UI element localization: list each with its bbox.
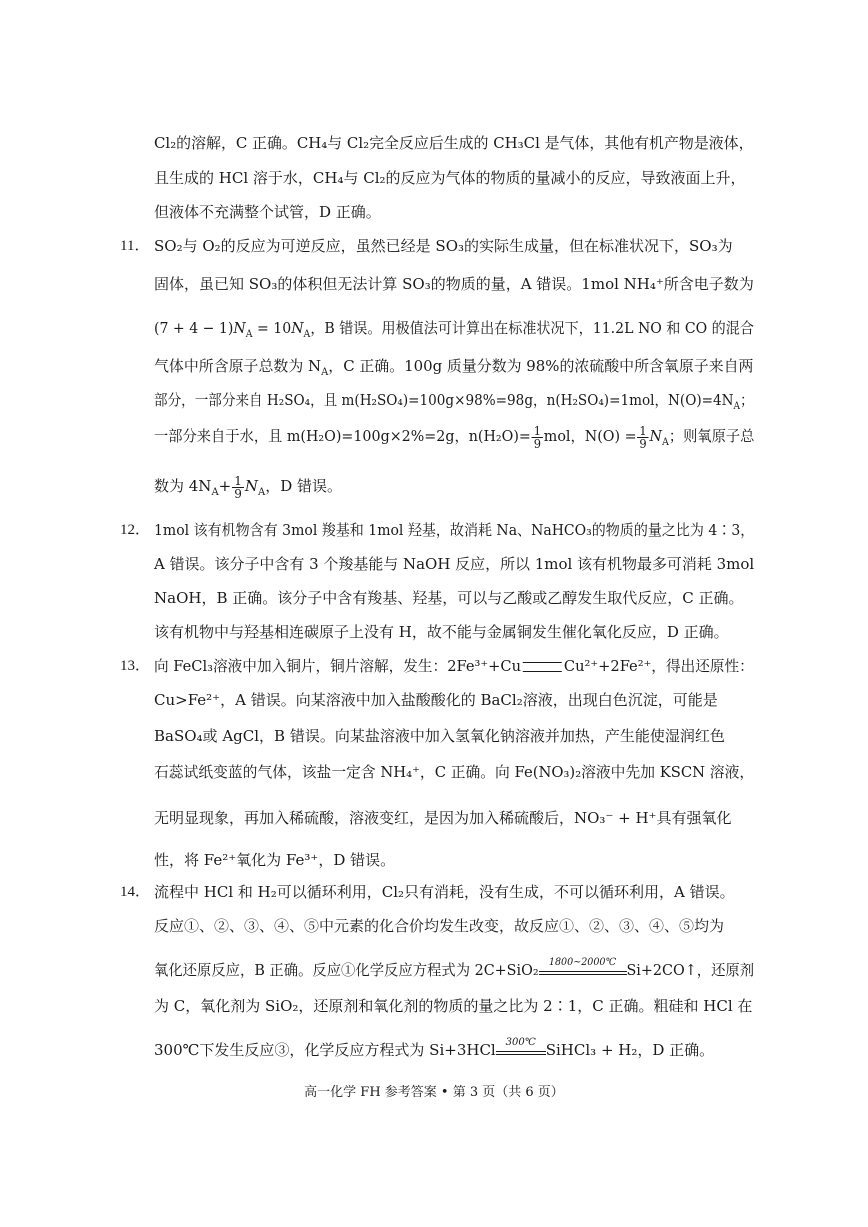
q11-line-4-sub: A [321,367,329,378]
q12-line-3: NaOH，B 正确。该分子中含有羧基、羟基，可以与乙酸或乙醇发生取代反应，C 正确。 [154,589,744,607]
q14-line-3-text: 氧化还原反应，B 正确。反应①化学反应方程式为 2C+SiO₂ [154,961,539,979]
q14-line-5-rest: SiHCl₃ + H₂，D 正确。 [545,1041,715,1059]
reaction-condition-arrow: 1800~2000℃ [539,959,627,983]
q12-line-2: A 错误。该分子中含有 3 个羧基能与 NaOH 反应，所以 1mol 该有机物最多可消耗 3mol [154,555,755,573]
q11-line-7-text: 数为 4N [154,477,212,495]
q11-expr-a2: A [303,329,311,340]
q11-line-5-text: 部分，一部分来自 H₂SO₄，且 m(H₂SO₄)=100g×98%=98g，n(H₂SO₄)=1mol，N(O)=4N [154,391,734,409]
q13-number: 13． [120,658,151,674]
q11-expr-a: A [245,329,253,340]
q13-line-5: 无明显现象，再加入稀硫酸，溶液变红，是因为加入稀硫酸后，NO₃⁻ + H⁺具有强氧化 [154,809,732,827]
page-footer: 高一化学 FH 参考答案 • 第 3 页（共 6 页） [304,1085,564,1100]
q11-fraction-1: $\frac{1}{9}$ [533,423,541,451]
q11-line-6-rest: ；则氧原子总 [668,427,755,445]
q11-expr-eq: = 10 [252,319,292,337]
q11-line-5-sub: A [733,401,741,412]
q11-line-7: 数为 $4N_A+$ $\frac{1}{9}$ $N_A$，D 错误。 [154,473,343,501]
q13-line-1 [154,654,754,678]
q11-line-7-rest: ，D 错误。 [265,477,343,495]
q14-line-5-text: 300℃下发生反应③，化学反应方程式为 Si+3HCl [154,1041,496,1059]
q14-line-4: 为 C，氧化剂为 SiO₂，还原剂和氧化剂的物质的量之比为 2∶1，C 正确。粗硅和 HCl 在 [154,997,753,1015]
q10-cont-line-2: 且生成的 HCl 溶于水，CH₄与 Cl₂的反应为气体的物质的量减小的反应，导致液面上升， [154,169,746,187]
q14-number: 14． [120,884,151,900]
q14-line-3 [154,957,755,983]
q14-line-3-rest: Si+2CO↑，还原剂 [626,961,755,979]
q12-line-4: 该有机物中与羟基相连碳原子上没有 H，故不能与金属铜发生催化氧化反应，D 正确。 [154,623,729,641]
q11-line-6-text: 一部分来自于水，且 m(H₂O)=100g×2%=2g，n(H₂O)= [154,427,531,445]
reaction-condition-arrow-2: 300℃ [496,1039,546,1063]
double-line-equals-icon [523,662,562,672]
q11-line-4 [154,354,754,378]
q11-number: 11． [120,238,150,254]
q11-line-4-rest: ，C 正确。100g 质量分数为 98%的浓硫酸中所含氧原子来自两 [328,357,754,375]
q13-line-3: BaSO₄或 AgCl，B 错误。向某盐溶液中加入氢氧化钠溶液并加热，产生能使湿润红色 [154,727,725,745]
q11-fraction-3: $\frac{1}{9}$ [234,473,242,501]
q11-line-6-mid: mol，N(O) = [543,427,637,445]
q13-line-6: 性，将 Fe²⁺氧化为 Fe³⁺，D 错误。 [154,851,396,869]
q11-line-5 [154,388,754,412]
q11-line-3 [154,316,754,340]
q10-cont-line-1: Cl₂的溶解，C 正确。CH₄与 Cl₂完全反应后生成的 CH₃Cl 是气体，其他有机产物是液体， [154,134,754,152]
q11-line-2: 固体，虽已知 SO₃的体积但无法计算 SO₃的物质的量，A 错误。1mol NH₄⁺所含电子数为 [154,275,754,293]
q14-line-1: 流程中 HCl 和 H₂可以循环利用，Cl₂只有消耗，没有生成，不可以循环利用，A 错误。 [154,883,735,901]
q11-line-1: SO₂与 O₂的反应为可逆反应，虽然已经是 SO₃的实际生成量，但在标准状况下，SO₃为 [154,237,733,255]
q12-line-1: 1mol 该有机物含有 3mol 羧基和 1mol 羟基，故消耗 Na、NaHCO₃的物质的量之比为 4∶3， [154,521,755,539]
q13-line-2: Cu>Fe²⁺，A 错误。向某溶液中加入盐酸酸化的 BaCl₂溶液，出现白色沉淀，可能是 [154,691,718,709]
q11-expr-n: N [233,319,246,337]
q11-expr-n2: N [291,319,304,337]
q11-fraction-2: $\frac{1}{9}$ [639,423,647,451]
q11-line-4-text: 气体中所含原子总数为 N [154,357,322,375]
q10-cont-line-3: 但液体不充满整个试管，D 正确。 [154,203,381,221]
q12-number: 12． [120,522,151,538]
q11-line-5-rest: ； [740,391,754,409]
q11-expr-sum: (7 + 4 − 1) [154,319,234,337]
q14-line-5 [154,1038,754,1063]
q14-line-2: 反应①、②、③、④、⑤中元素的化合价均发生改变，故反应①、②、③、④、⑤均为 [154,917,725,935]
q11-line-3-text: ，B 错误。用极值法可计算出在标准状况下，11.2L NO 和 CO 的混合 [310,319,754,337]
q13-line-1-rest: Cu²⁺+2Fe²⁺，得出还原性： [563,657,754,675]
q11-line-6: 一部分来自于水，且 m(H₂O)=100g×2%=2g，n(H₂O)= $\frac{1}{9}$ mol，N(O) = $\frac{1}{9}$ $N_A$；则氧原子总 [154,423,755,451]
q13-line-4: 石蕊试纸变蓝的气体，该盐一定含 NH₄⁺，C 正确。向 Fe(NO₃)₂溶液中先加 KSCN 溶液， [154,763,755,781]
q13-line-1-text: 向 FeCl₃溶液中加入铜片，铜片溶解，发生：2Fe³⁺+Cu [154,657,521,675]
